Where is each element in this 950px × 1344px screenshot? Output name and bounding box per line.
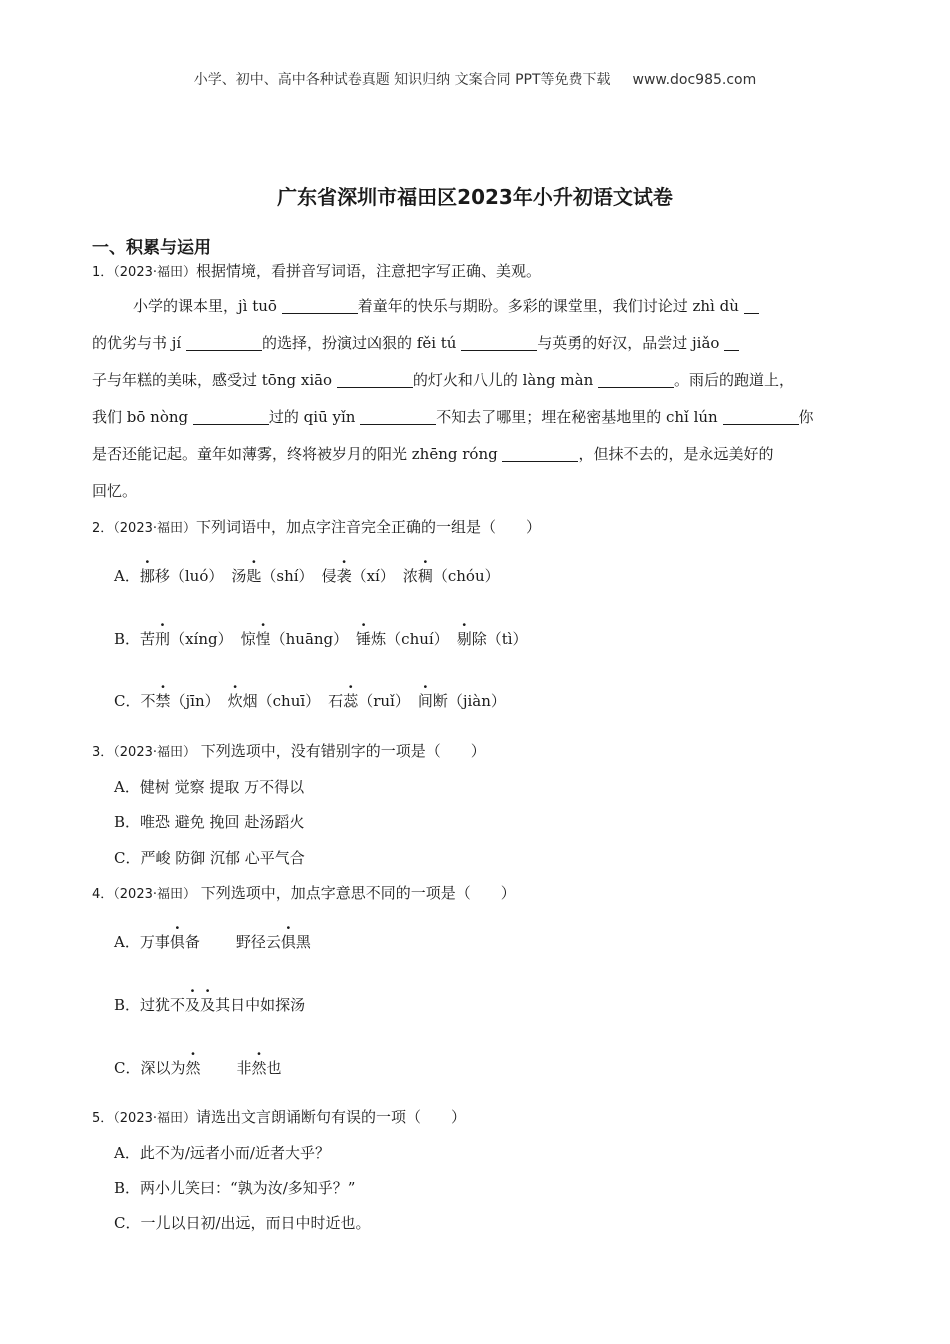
option-a[interactable]: A．万事俱备 野径云俱黑 — [114, 933, 311, 951]
question-text: 根据情境，看拼音写词语，注意把字写正确、美观。 — [196, 262, 542, 280]
passage-line: 的优劣与书 jí 的选择，扮演过凶狠的 fěi tú 与英勇的好汉，品尝过 jiǎo — [92, 325, 862, 362]
question-source: （2023·福田） — [113, 887, 196, 902]
passage-line: 回忆。 — [92, 482, 138, 500]
answer-blank[interactable] — [337, 370, 413, 388]
question-3-stem — [92, 740, 486, 761]
option-a[interactable]: A．挪移（luó） 汤匙（shí） 侵袭（xí） 浓稠（chóu） — [114, 567, 500, 585]
question-number: 5． — [92, 1111, 114, 1126]
answer-blank[interactable] — [186, 333, 262, 351]
option-c[interactable]: C．深以为然 非然也 — [114, 1059, 282, 1077]
question-source: （2023·福田） — [113, 265, 196, 280]
question-number: 1． — [92, 265, 114, 280]
question-number: 4． — [92, 887, 114, 902]
question-source: （2023·福田） — [113, 521, 196, 536]
question-text: 下列选项中，加点字意思不同的一项是（ ） — [196, 884, 516, 902]
passage-line: 小学的课本里，jì tuō 着童年的快乐与期盼。多彩的课堂里，我们讨论过 zhì dù — [92, 288, 862, 325]
question-1-stem — [92, 260, 541, 281]
answer-blank[interactable] — [502, 444, 578, 462]
option-c[interactable]: C．严峻 防御 沉郁 心平气合 — [114, 849, 305, 867]
answer-blank[interactable] — [360, 407, 436, 425]
header-text: 小学、初中、高中各种试卷真题 知识归纳 文案合同 PPT等免费下载 — [193, 72, 611, 88]
question-text: 下列选项中，没有错别字的一项是（ ） — [196, 742, 486, 760]
option-b[interactable]: B．两小儿笑曰：“孰为汝/多知乎？” — [114, 1179, 356, 1197]
question-5-stem — [92, 1106, 466, 1127]
option-b[interactable]: B．唯恐 避免 挽回 赴汤蹈火 — [114, 813, 305, 831]
answer-blank[interactable] — [723, 407, 799, 425]
answer-blank[interactable] — [724, 333, 739, 351]
page-header — [0, 69, 950, 89]
option-b[interactable]: B．苦刑（xíng） 惊惶（huāng） 锤炼（chuí） 剔除（tì） — [114, 630, 528, 648]
question-source: （2023·福田） — [113, 745, 196, 760]
question-4-stem — [92, 882, 516, 903]
question-1-passage — [92, 288, 862, 510]
passage-line: 我们 bō nòng 过的 qiū yǐn 不知去了哪里；埋在秘密基地里的 chǐ lún 你 — [92, 408, 814, 426]
answer-blank[interactable] — [193, 407, 269, 425]
section-heading: 一、积累与运用 — [92, 238, 211, 258]
passage-line: 子与年糕的美味，感受过 tōng xiāo 的灯火和八儿的 làng màn 。雨后的跑道上， — [92, 371, 795, 389]
answer-blank[interactable] — [598, 370, 674, 388]
question-2-stem — [92, 516, 541, 537]
question-source: （2023·福田） — [113, 1111, 196, 1126]
answer-blank[interactable] — [282, 296, 358, 314]
question-number: 2． — [92, 521, 114, 536]
option-a[interactable]: A．健树 觉察 提取 万不得以 — [114, 778, 305, 796]
page-title: 广东省深圳市福田区2023年小升初语文试卷 — [277, 185, 673, 209]
option-c[interactable]: C．不禁（jīn） 炊烟（chuī） 石蕊（ruǐ） 间断（jiàn） — [114, 692, 506, 710]
option-a[interactable]: A．此不为/远者小而/近者大乎？ — [114, 1144, 330, 1162]
answer-blank[interactable] — [744, 296, 759, 314]
question-text: 请选出文言朗诵断句有误的一项（ ） — [196, 1108, 467, 1126]
passage-line: 是否还能记起。童年如薄雾，终将被岁月的阳光 zhēng róng ，但抹不去的，是永远美好的 — [92, 445, 774, 463]
question-number: 3． — [92, 745, 114, 760]
header-url[interactable]: www.doc985.com — [632, 72, 757, 88]
answer-blank[interactable] — [461, 333, 537, 351]
question-text: 下列词语中，加点字注音完全正确的一组是（ ） — [196, 518, 542, 536]
option-b[interactable]: B．过犹不及及其日中如探汤 — [114, 996, 306, 1014]
option-c[interactable]: C．一儿以日初/出远，而日中时近也。 — [114, 1214, 371, 1232]
